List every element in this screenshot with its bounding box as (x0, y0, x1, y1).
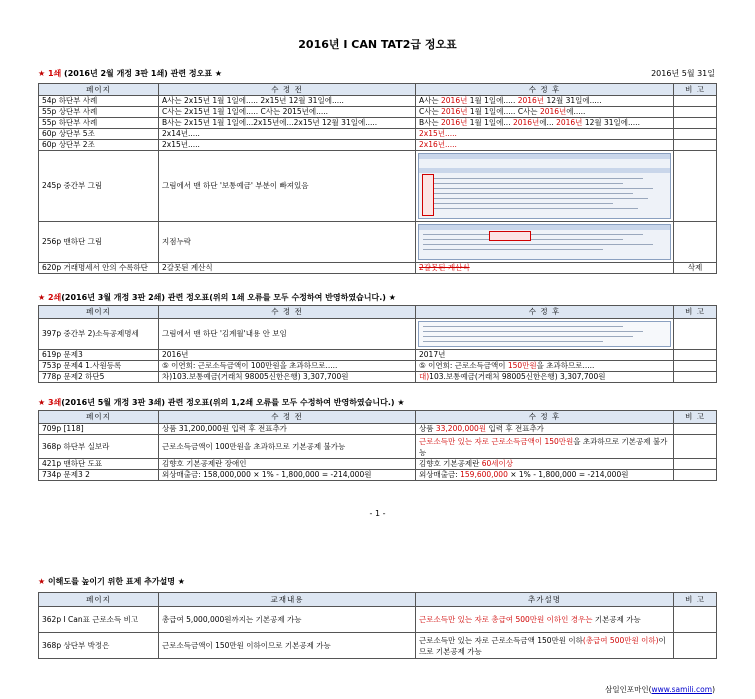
cell-after: B사는 2016년 1월 1일에... 2016년에... 2016년 12월 31일에..... (416, 118, 674, 129)
cell-after: 2x15년..... (416, 129, 674, 140)
cell-note (674, 319, 717, 350)
footer-close: ) (712, 685, 715, 694)
cell-page: 397p 중간부 2)소득공제명세 (39, 319, 159, 350)
col-header-after: 수 정 후 (416, 306, 674, 319)
section2-print-label: 2쇄 (47, 293, 62, 302)
section3-heading (38, 397, 405, 408)
col-header-after: 수 정 후 (416, 84, 674, 96)
cell-after (416, 222, 674, 263)
col-header-note: 비 고 (674, 84, 717, 96)
cell-page: 54p 하단부 사례 (39, 96, 159, 107)
cell-after: C사는 2016년 1월 1일에..... C사는 2016년에..... (416, 107, 674, 118)
page-number: - 1 - (369, 509, 386, 518)
cell-page: 256p 맨하단 그림 (39, 222, 159, 263)
col-header-extra: 추가설명 (416, 593, 674, 607)
corrected-screenshot-image (418, 321, 671, 347)
cell-after: 2갈못된 계산식 (416, 263, 674, 274)
cell-note: 삭제 (674, 263, 717, 274)
cell-page: 55p 상단부 사례 (39, 107, 159, 118)
cell-before: 2016년 (159, 350, 416, 361)
section3-table (38, 410, 717, 481)
document-date: 2016년 5월 31일 (651, 69, 715, 78)
cell-page: 245p 중간부 그림 (39, 151, 159, 222)
section3-title: (2016년 5월 개정 3판 3쇄) 관련 정오표(위의 1,2쇄 오류를 모두 수정하여 반영하였습니다.) ★ (61, 398, 405, 407)
table-row (39, 607, 717, 633)
col-header-note: 비 고 (674, 593, 717, 607)
cell-page: 734p 문제3 2 (39, 470, 159, 481)
cell-note (674, 607, 717, 633)
star-icon: ★ (38, 398, 46, 407)
cell-before: 근로소득금액이 100만원을 초과하므로 기본공제 불가능 (159, 435, 416, 459)
col-header-after: 수 정 후 (416, 411, 674, 424)
cell-page: 362p I Can표 근로소득 비고 (39, 607, 159, 633)
col-header-note: 비 고 (674, 306, 717, 319)
cell-before: 2x15년..... (159, 140, 416, 151)
cell-page: 620p 거래명세서 안의 수록하단 (39, 263, 159, 274)
cell-page: 60p 상단부 5조 (39, 129, 159, 140)
section2-heading (38, 292, 396, 303)
cell-note (674, 435, 717, 459)
cell-note (674, 96, 717, 107)
cell-note (674, 361, 717, 372)
cell-after: 외상매출금: 159,600,000 × 1% - 1,800,000 = -214,000원 (416, 470, 674, 481)
cell-page: 778p 문제2 하단5 (39, 372, 159, 383)
table-row (39, 424, 717, 435)
section1-title: (2016년 2월 개정 3판 1쇄) 관련 정오표 ★ (61, 69, 223, 78)
cell-before: 2갈못된 계산식 (159, 263, 416, 274)
col-header-content: 교재내용 (159, 593, 416, 607)
table-row (39, 435, 717, 459)
cell-note (674, 140, 717, 151)
table-row (39, 470, 717, 481)
cell-extra: 근로소득만 있는 자로 근로소득금액 150만원 이하(총급여 500만원 이하)이므로 기본공제 가능 (416, 633, 674, 659)
col-header-before: 수 정 전 (159, 411, 416, 424)
table-row (39, 129, 717, 140)
section1-print-label: 1쇄 (47, 69, 62, 78)
table-row (39, 350, 717, 361)
section1-heading (38, 68, 222, 79)
cell-note (674, 424, 717, 435)
cell-page: 368p 상단부 박정은 (39, 633, 159, 659)
table-row (39, 107, 717, 118)
star-icon: ★ (38, 69, 46, 78)
cell-note (674, 633, 717, 659)
cell-note (674, 459, 717, 470)
section2-table (38, 305, 717, 383)
col-header-note: 비 고 (674, 411, 717, 424)
cell-extra: 근로소득만 있는 자로 총급여 500만원 이하인 경우는 기본공제 가능 (416, 607, 674, 633)
cell-page: 753p 문제4 1.사원등록 (39, 361, 159, 372)
cell-before: C사는 2x15년 1월 1일에..... C사는 2015년에..... (159, 107, 416, 118)
table-row (39, 361, 717, 372)
cell-after: A사는 2016년 1월 1일에..... 2016년 12월 31일에..... (416, 96, 674, 107)
cell-after (416, 319, 674, 350)
star-icon: ★ (38, 577, 46, 586)
cell-page: 709p [118] (39, 424, 159, 435)
cell-note (674, 129, 717, 140)
cell-before: 김향호 기본공제란 장애인 (159, 459, 416, 470)
cell-page: 55p 하단부 사례 (39, 118, 159, 129)
cell-page: 368p 하단부 실보라 (39, 435, 159, 459)
col-header-page: 페이지 (39, 84, 159, 96)
cell-after: ⑤ 이연희: 근로소득금액이 150만원을 초과하므로..... (416, 361, 674, 372)
cell-after: 대)103.보통예금(거래처 98005신한은행) 3,307,700원 (416, 372, 674, 383)
table-row (39, 633, 717, 659)
cell-before: B사는 2x15년 1월 1일에...2x15년에...2x15년 12월 31일에..... (159, 118, 416, 129)
cell-before: 2x14년..... (159, 129, 416, 140)
document-title: 2016년 I CAN TAT2급 정오표 (298, 38, 457, 51)
cell-note (674, 222, 717, 263)
publisher-link[interactable]: www.samili.com (651, 685, 713, 694)
footer-publisher (605, 684, 715, 695)
star-icon: ★ (38, 293, 46, 302)
cell-note (674, 372, 717, 383)
cell-content: 총급여 5,000,000원까지는 기본공제 가능 (159, 607, 416, 633)
section4-table (38, 592, 717, 659)
cell-page: 619p 문제3 (39, 350, 159, 361)
corrected-screenshot-image (418, 224, 671, 260)
col-header-page: 페이지 (39, 306, 159, 319)
section4-title: 이해도를 높이기 위한 표제 추가설명 ★ (45, 577, 185, 586)
cell-page: 60p 상단부 2조 (39, 140, 159, 151)
cell-after: 2x16년..... (416, 140, 674, 151)
cell-page: 421p 맨하단 도표 (39, 459, 159, 470)
cell-note (674, 107, 717, 118)
col-header-page: 페이지 (39, 411, 159, 424)
cell-note (674, 151, 717, 222)
col-header-before: 수 정 전 (159, 306, 416, 319)
table-row (39, 459, 717, 470)
cell-after: 근로소득만 있는 자로 근로소득금액이 150만원을 초과하므로 기본공제 불가능 (416, 435, 674, 459)
cell-after: 김향호 기본공제란 60세이상 (416, 459, 674, 470)
cell-before: ⑤ 이연희: 근로소득금액이 100만원을 초과하므로..... (159, 361, 416, 372)
cell-before: 지점누락 (159, 222, 416, 263)
cell-before: 상품 31,200,000원 입력 후 전표추가 (159, 424, 416, 435)
cell-content: 근로소득금액이 150만원 이하이므로 기본공제 가능 (159, 633, 416, 659)
table-row (39, 96, 717, 107)
table-row (39, 263, 717, 274)
cell-before: 그림에서 맨 하단 '김계월'내용 안 보임 (159, 319, 416, 350)
table-row (39, 319, 717, 350)
section2-title: (2016년 3월 개정 3판 2쇄) 관련 정오표(위의 1쇄 오류를 모두 수정하여 반영하였습니다.) ★ (61, 293, 396, 302)
cell-note (674, 470, 717, 481)
section4-heading (38, 576, 185, 587)
section3-print-label: 3쇄 (47, 398, 62, 407)
table-row (39, 118, 717, 129)
table-row (39, 222, 717, 263)
cell-before: 차)103.보통예금(거래처 98005신한은행) 3,307,700원 (159, 372, 416, 383)
cell-before: A사는 2x15년 1월 1일에..... 2x15년 12월 31일에..... (159, 96, 416, 107)
publisher-name: 삼일인포마인( (605, 685, 652, 694)
cell-before: 그림에서 맨 하단 '보통예금' 부분이 빠져있음 (159, 151, 416, 222)
table-row (39, 151, 717, 222)
table-row (39, 140, 717, 151)
cell-before: 외상매출금: 158,000,000 × 1% - 1,800,000 = -214,000원 (159, 470, 416, 481)
cell-note (674, 350, 717, 361)
col-header-before: 수 정 전 (159, 84, 416, 96)
cell-after (416, 151, 674, 222)
cell-after: 2017년 (416, 350, 674, 361)
table-row (39, 372, 717, 383)
corrected-screenshot-image (418, 153, 671, 219)
cell-after: 상품 33,200,000원 입력 후 전표추가 (416, 424, 674, 435)
section1-table (38, 83, 717, 274)
cell-note (674, 118, 717, 129)
col-header-page: 페이지 (39, 593, 159, 607)
